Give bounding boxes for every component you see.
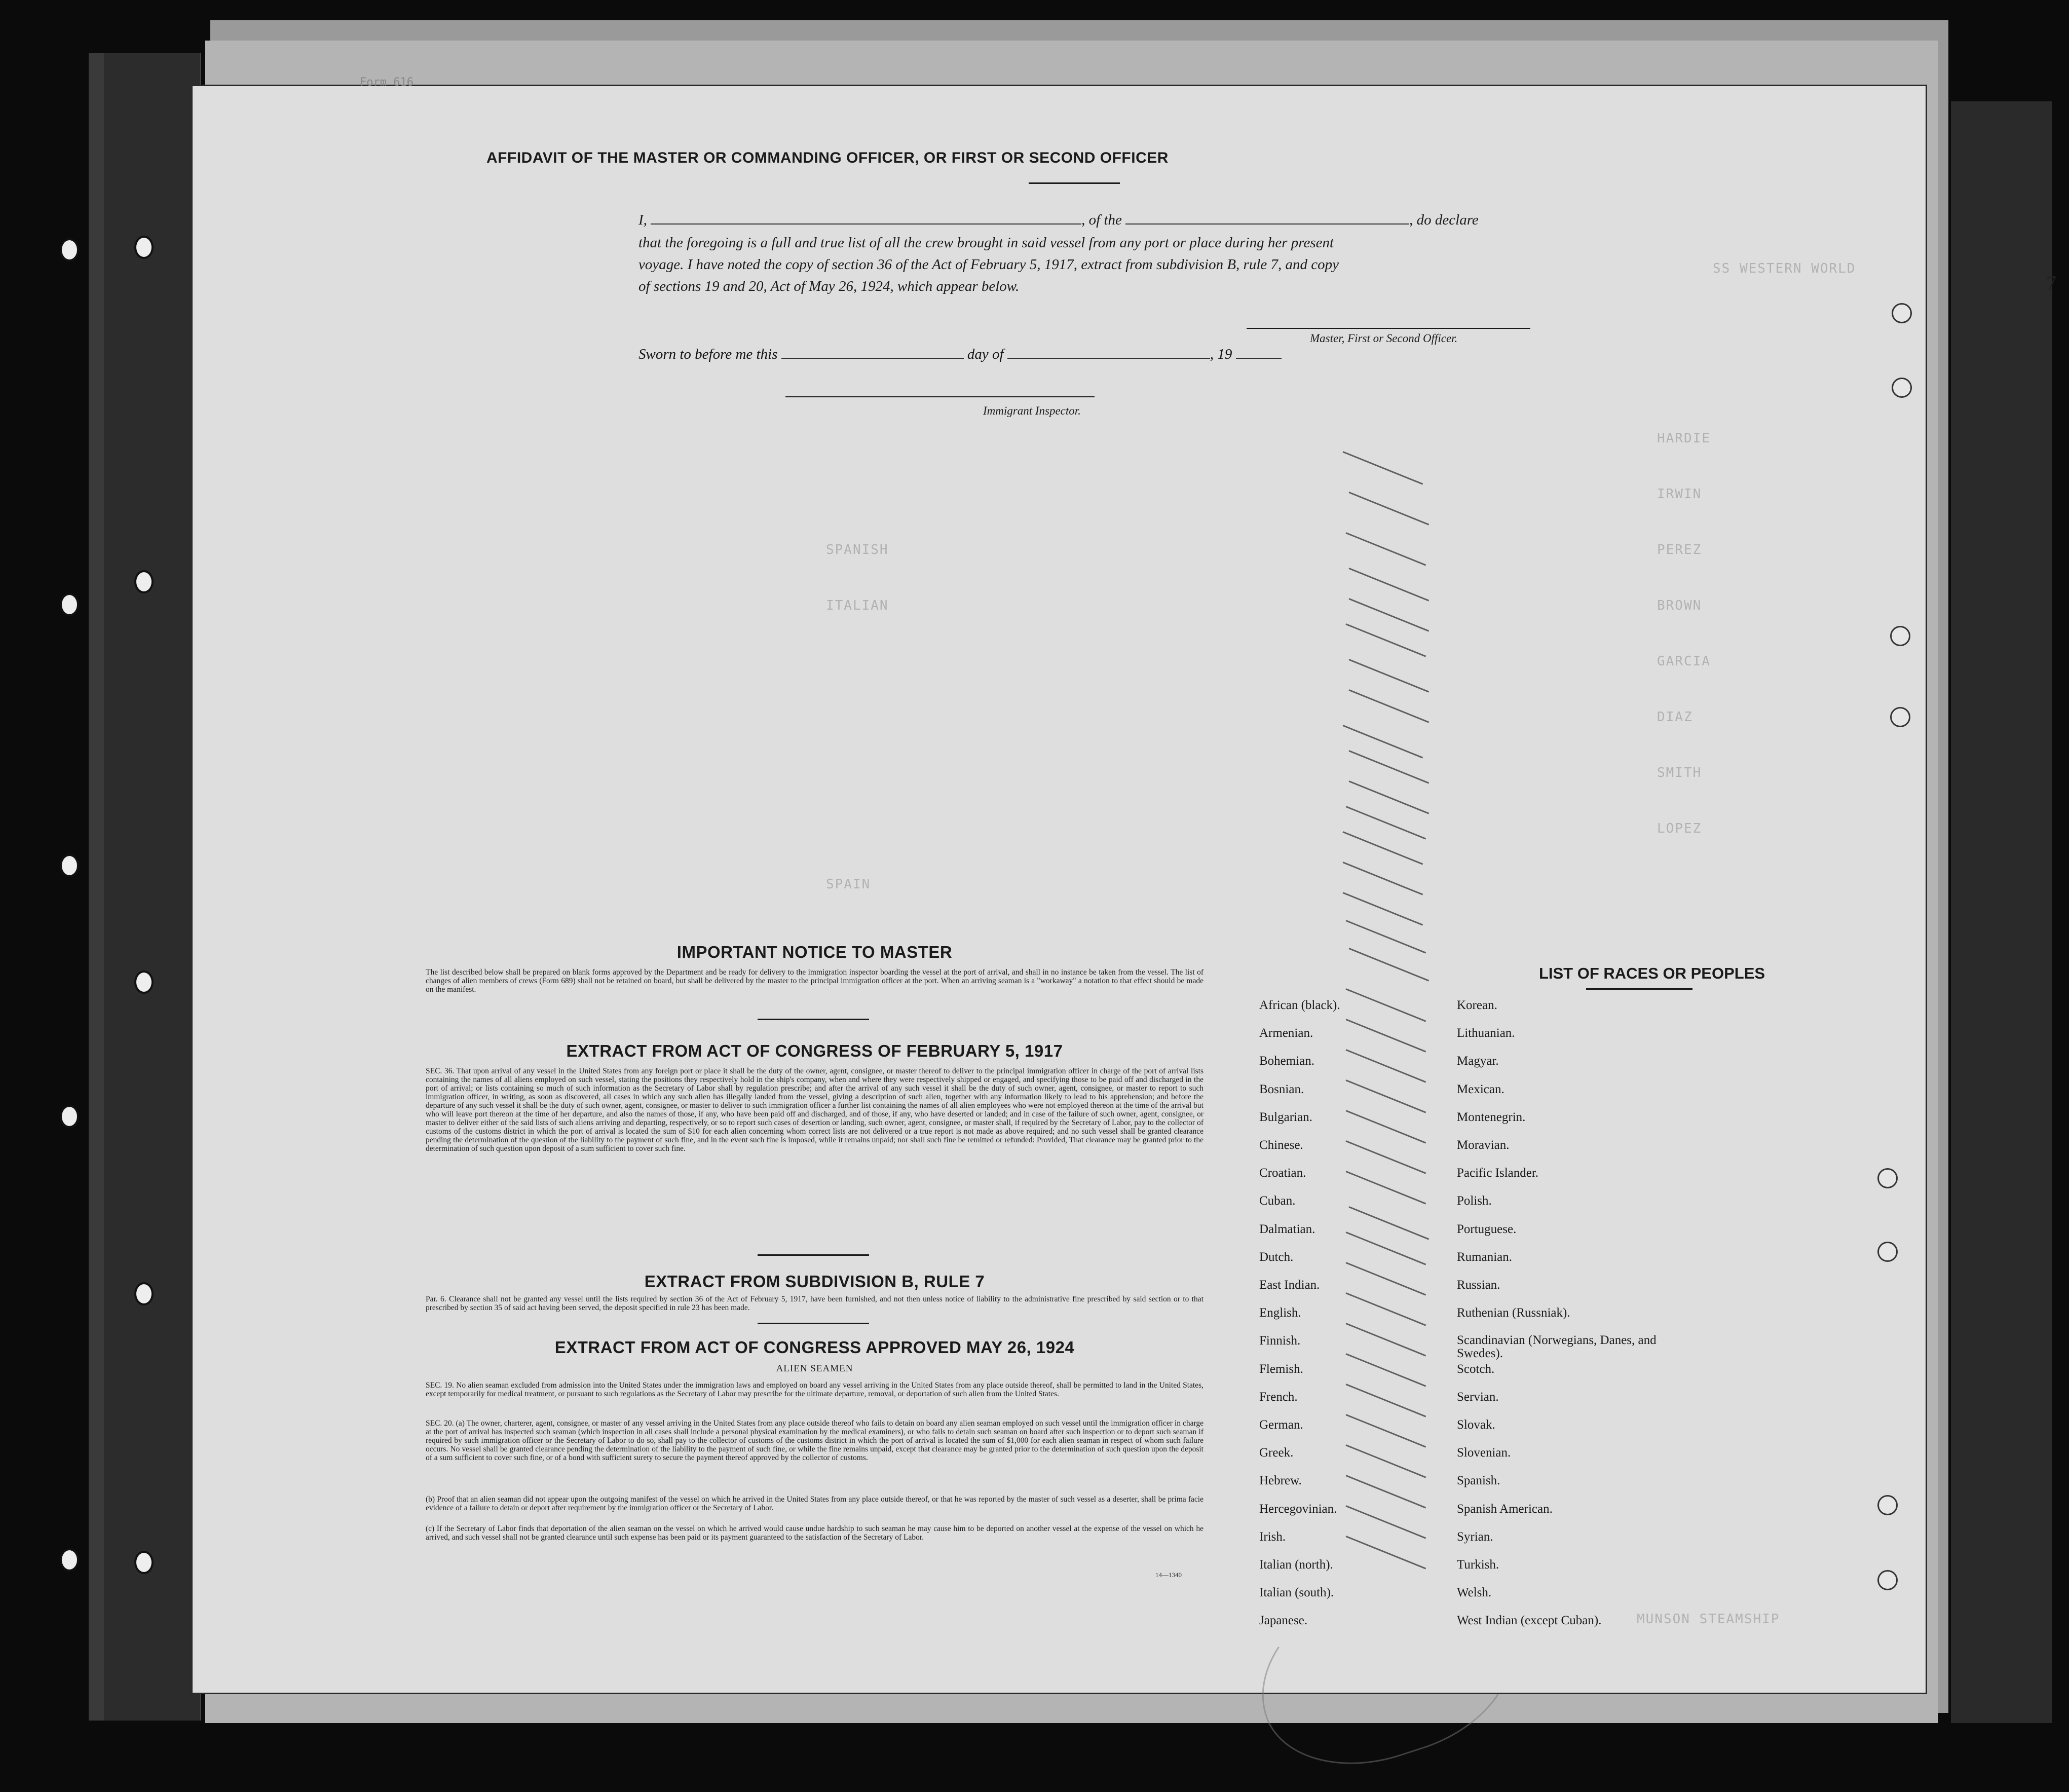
binder-spine bbox=[104, 53, 201, 1721]
pencil-scribble bbox=[1236, 1546, 1534, 1791]
races-title-rule bbox=[1586, 988, 1692, 990]
race-item: African (black). bbox=[1259, 998, 1340, 1012]
tick-mark bbox=[1345, 1231, 1426, 1265]
race-item: Moravian. bbox=[1457, 1138, 1510, 1152]
tick-mark bbox=[1342, 892, 1423, 925]
race-item: Dalmatian. bbox=[1259, 1222, 1315, 1236]
race-item: Russian. bbox=[1457, 1278, 1500, 1292]
tick-mark bbox=[1345, 623, 1426, 657]
binder-hole bbox=[1877, 1570, 1898, 1590]
race-item: Syrian. bbox=[1457, 1529, 1493, 1544]
binder-hole bbox=[60, 593, 79, 616]
binder-hole bbox=[60, 1548, 79, 1572]
tick-mark bbox=[1348, 780, 1429, 814]
sworn-line: Sworn to before me this day of , 19 bbox=[638, 346, 1282, 363]
master-signature-line[interactable] bbox=[1247, 328, 1530, 329]
tick-mark bbox=[1345, 1414, 1426, 1447]
race-item: Hebrew. bbox=[1259, 1474, 1302, 1488]
divider bbox=[758, 1323, 869, 1324]
tick-mark bbox=[1345, 1019, 1426, 1052]
tick-mark bbox=[1345, 988, 1426, 1022]
tick-mark bbox=[1345, 806, 1426, 839]
race-item: Welsh. bbox=[1457, 1586, 1492, 1600]
race-item: Servian. bbox=[1457, 1390, 1499, 1404]
tick-mark bbox=[1345, 1353, 1426, 1387]
race-item: Italian (north). bbox=[1259, 1558, 1333, 1572]
affidavit-title: AFFIDAVIT OF THE MASTER OR COMMANDING OFFICER, OR FIRST OR SECOND OFFICER bbox=[486, 150, 1169, 166]
bleed-through-text: SPAIN bbox=[826, 877, 871, 892]
tick-mark bbox=[1342, 451, 1423, 484]
binder-hole bbox=[134, 570, 154, 593]
binder-hole bbox=[1890, 626, 1910, 646]
affidavit-sheet bbox=[193, 76, 2056, 1693]
divider bbox=[758, 1019, 869, 1020]
bleed-through-text: IRWIN bbox=[1657, 487, 1702, 502]
binder-hole bbox=[1890, 707, 1910, 727]
affidavit-line-1: I, , of the , do declare bbox=[638, 212, 1479, 228]
tick-mark bbox=[1345, 1262, 1426, 1295]
tick-mark bbox=[1345, 1292, 1426, 1326]
race-item: Cuban. bbox=[1259, 1194, 1296, 1208]
tick-mark bbox=[1345, 1171, 1426, 1204]
race-item: Japanese. bbox=[1259, 1614, 1308, 1628]
extract-1924-sec20c: (c) If the Secretary of Labor finds that deportation of the alien seaman on the vessel on which he arrived would cause undue hardship to such seaman he may cause him to be deported on another vessel at the expense of the vessel on which he arrived, and such vessel shall not be granted clearance until such expense has been paid or its payment guaranteed to the satisfaction of the Secretary of Labor. bbox=[426, 1524, 1203, 1542]
form-print-number: 14—1340 bbox=[1155, 1571, 1182, 1579]
bleed-through-text: SMITH bbox=[1657, 765, 1702, 780]
race-item: Ruthenian (Russniak). bbox=[1457, 1306, 1570, 1320]
extract-1917-title: EXTRACT FROM ACT OF CONGRESS OF FEBRUARY 5, 1917 bbox=[566, 1041, 1063, 1060]
tick-mark bbox=[1348, 948, 1429, 981]
race-item: German. bbox=[1259, 1418, 1303, 1432]
race-item: Bosnian. bbox=[1259, 1082, 1304, 1096]
tick-mark bbox=[1345, 532, 1426, 566]
binder-hole bbox=[1877, 1495, 1898, 1515]
race-item: Irish. bbox=[1259, 1529, 1286, 1544]
tick-mark bbox=[1345, 1536, 1426, 1569]
extract-1917-body: SEC. 36. That upon arrival of any vessel in the United States from any foreign port or place it shall be the duty of the owner, agent, consignee, or master thereof to deliver to the principal immigration officer in charge of the port of arrival lists containing the names of all aliens employed on such vessel, stating the positions they respectively hold in the ship's company, when and where they were respectively shipped or engaged, and specifying those to be paid off and discharged in the port of arrival; or lists containing so much of such information as the Secretary of Labor shall by regulation prescribe; and after the arrival of any such vessel it shall be the duty of such owner, agent, consignee, or master to report to such immigration officer, in writing, as soon as discovered, all cases in which any such alien has illegally landed from the vessel, giving a description of such alien, together with any information likely to lead to his apprehension; and before the departure of any such vessel it shall be the duty of such owner, agent, consignee, or master to deliver to such immigration officer a further list containing the names of all alien employees who were not employed thereon at the time of the arrival but who will leave port thereon at the time of her departure, and also the names of those, if any, who have been paid off and discharged, and of those, if any, who have deserted or landed; and in case of the failure of such owner, agent, consignee, or master to deliver either of the said lists of such aliens arriving and departing, respectively, or so to report such cases of desertion or landing, such owner, agent, consignee, or master shall, if required by the Secretary of Labor, pay to the collector of customs of the customs district in which the port of arrival is located the sum of $10 for each alien concerning whom correct lists are not delivered or a true report is not made as above required; and no such vessel shall be granted clearance pending the determination of the question of the liability to the payment of such fine, and in the event such fine is imposed, while it remains unpaid; nor shall such fine be remitted or refunded: Provided, That clearance may be granted prior to the determination of such question upon deposit of a sum sufficient to cover such fine. bbox=[426, 1067, 1203, 1153]
binder-hole bbox=[134, 1282, 154, 1305]
extract-rule7-title: EXTRACT FROM SUBDIVISION B, RULE 7 bbox=[644, 1272, 985, 1291]
race-item: Chinese. bbox=[1259, 1138, 1303, 1152]
bleed-through-text: DIAZ bbox=[1657, 710, 1693, 725]
race-item: Slovak. bbox=[1457, 1418, 1495, 1432]
form-number-label: Form 616 bbox=[360, 76, 413, 89]
extract-1924-sec20b: (b) Proof that an alien seaman did not appear upon the outgoing manifest of the vessel on which he arrived in the United States from any place outside thereof, or that he was reported by the master of such vessel as a deserter, shall be prima facie evidence of a failure to detain or deport after requirement by the immigration officer or the Secretary of Labor. bbox=[426, 1495, 1203, 1512]
tick-mark bbox=[1348, 492, 1429, 525]
tick-mark bbox=[1348, 598, 1429, 631]
binder-hole bbox=[134, 236, 154, 259]
race-item: Armenian. bbox=[1259, 1026, 1313, 1040]
race-item: Croatian. bbox=[1259, 1166, 1306, 1180]
race-item: Scotch. bbox=[1457, 1362, 1495, 1376]
binder-hole bbox=[1877, 1242, 1898, 1262]
extract-1924-sec19: SEC. 19. No alien seaman excluded from admission into the United States under the immigration laws and employed on board any vessel arriving in the United States from any place outside thereof, shall be permitted to land in the United States, except temporarily for medical treatment, or pursuant to such regulations as the Secretary of Labor may prescribe for the ultimate departure, removal, or deportation of such alien from the United States. bbox=[426, 1381, 1203, 1398]
affidavit-line-2: that the foregoing is a full and true list of all the crew brought in said vessel from any port or place during her present bbox=[638, 235, 1334, 251]
race-item: Magyar. bbox=[1457, 1054, 1499, 1068]
tick-mark bbox=[1345, 1323, 1426, 1356]
race-item: Korean. bbox=[1457, 998, 1497, 1012]
tick-mark bbox=[1345, 1049, 1426, 1082]
race-item: Pacific Islander. bbox=[1457, 1166, 1539, 1180]
tick-mark bbox=[1345, 1444, 1426, 1478]
race-item: Spanish. bbox=[1457, 1474, 1500, 1488]
race-item: Scandinavian (Norwegians, Danes, and Swedes). bbox=[1457, 1333, 1657, 1361]
tick-mark bbox=[1345, 1079, 1426, 1113]
race-item: Finnish. bbox=[1259, 1334, 1301, 1348]
notice-body: The list described below shall be prepared on blank forms approved by the Department and be ready for delivery to the immigration inspector boarding the vessel at the port of arrival, and shall in no instance be taken from the vessel. The list of changes of alien members of crews (Form 689) shall not be retained on board, but shall be delivered by the master to the principal immigration officer at the port. When an arriving seaman is a "workaway" a notation to that effect should be made on the manifest. bbox=[426, 968, 1203, 994]
bleed-through-text: HARDIE bbox=[1657, 431, 1711, 446]
tick-mark bbox=[1345, 1505, 1426, 1539]
race-item: Mexican. bbox=[1457, 1082, 1504, 1096]
bleed-through-text: PEREZ bbox=[1657, 542, 1702, 557]
bleed-through-text: MUNSON STEAMSHIP bbox=[1637, 1612, 1780, 1627]
notice-column bbox=[426, 86, 1203, 1693]
tick-mark bbox=[1345, 1384, 1426, 1417]
divider bbox=[758, 1254, 869, 1256]
race-item: Montenegrin. bbox=[1457, 1110, 1526, 1124]
binder-hole bbox=[134, 1551, 154, 1574]
race-item: French. bbox=[1259, 1390, 1298, 1404]
race-item: East Indian. bbox=[1259, 1278, 1320, 1292]
races-title: LIST OF RACES OR PEOPLES bbox=[1538, 964, 1765, 982]
bleed-through-text: SPANISH bbox=[826, 542, 889, 557]
bleed-through-text: BROWN bbox=[1657, 598, 1702, 613]
race-item: Slovenian. bbox=[1457, 1446, 1511, 1460]
handwritten-mark: 7 bbox=[2046, 272, 2056, 294]
race-item: Portuguese. bbox=[1457, 1222, 1517, 1236]
tick-mark bbox=[1345, 920, 1426, 953]
race-item: Lithuanian. bbox=[1457, 1026, 1515, 1040]
race-item: West Indian (except Cuban). bbox=[1457, 1614, 1602, 1628]
race-item: Dutch. bbox=[1259, 1250, 1294, 1264]
bleed-through-text: ITALIAN bbox=[826, 598, 889, 613]
binder-hole bbox=[1892, 378, 1912, 398]
extract-1924-sec20a: SEC. 20. (a) The owner, charterer, agent, consignee, or master of any vessel arriving in the United States from any place outside thereof who fails to detain on board any alien seaman employed on such vessel until the immigration officer in charge at the port of arrival has inspected such seaman (which inspection in all cases shall include a personal physical examination by the medical examiners), or who fails to detain such seaman on board after such inspection or to deport such seaman if required by such immigration officer or the Secretary of Labor to do so, shall pay to the collector of customs of the customs district in which the port of arrival is located the sum of $1,000 for each alien seaman in respect of whom such failure occurs. No vessel shall be granted clearance pending the determination of the liability to the payment of such fine, or while the fine remains unpaid, except that clearance may be granted prior to the determination of such question upon the deposit of a sum sufficient to cover such fine, or of a bond with sufficient surety to secure the payment thereof approved by the collector of customs. bbox=[426, 1419, 1203, 1462]
race-item: Hercegovinian. bbox=[1259, 1502, 1337, 1516]
tick-mark bbox=[1342, 831, 1423, 865]
race-item: English. bbox=[1259, 1306, 1301, 1320]
alien-seamen-subtitle: ALIEN SEAMEN bbox=[776, 1363, 853, 1374]
notice-title: IMPORTANT NOTICE TO MASTER bbox=[676, 943, 953, 961]
bleed-through-text: LOPEZ bbox=[1657, 821, 1702, 836]
race-item: Rumanian. bbox=[1457, 1250, 1513, 1264]
race-item: Spanish American. bbox=[1457, 1502, 1553, 1516]
binder-hole bbox=[1877, 1168, 1898, 1188]
sworn-year-blank[interactable] bbox=[1236, 358, 1282, 359]
binder-hole bbox=[1892, 303, 1912, 323]
bleed-through-text: SS WESTERN WORLD bbox=[1713, 261, 1856, 276]
tick-mark bbox=[1348, 659, 1429, 692]
master-caption: Master, First or Second Officer. bbox=[1310, 332, 1458, 345]
tick-mark bbox=[1348, 689, 1429, 723]
inspector-caption: Immigrant Inspector. bbox=[983, 404, 1081, 417]
race-item: Italian (south). bbox=[1259, 1586, 1334, 1600]
tick-mark bbox=[1345, 1140, 1426, 1174]
binder-hole bbox=[60, 854, 79, 877]
binder-hole bbox=[134, 970, 154, 994]
binder-hole bbox=[60, 238, 79, 262]
tick-mark bbox=[1348, 1206, 1429, 1240]
tick-mark bbox=[1342, 862, 1423, 895]
tick-mark bbox=[1345, 1110, 1426, 1143]
binder-hole bbox=[60, 1105, 79, 1128]
race-item: Turkish. bbox=[1457, 1558, 1499, 1572]
race-item: Polish. bbox=[1457, 1194, 1492, 1208]
tick-mark bbox=[1348, 568, 1429, 601]
extract-1924-title: EXTRACT FROM ACT OF CONGRESS APPROVED MAY 26, 1924 bbox=[554, 1338, 1075, 1357]
extract-rule7-body: Par. 6. Clearance shall not be granted any vessel until the lists required by section 36 of the Act of February 5, 1917, have been furnished, and not then unless notice of liability to the administrative fine prescribed by said section or to that prescribed by section 35 of said act having been served, the deposit specified in rule 23 has been made. bbox=[426, 1295, 1203, 1312]
race-item: Greek. bbox=[1259, 1446, 1294, 1460]
bleed-through-text: GARCIA bbox=[1657, 654, 1711, 669]
race-item: Flemish. bbox=[1259, 1362, 1303, 1376]
affidavit-line-3: voyage. I have noted the copy of section 36 of the Act of February 5, 1917, extract from subdivision B, rule 7, and copy bbox=[638, 256, 1339, 273]
tick-mark bbox=[1345, 1475, 1426, 1508]
page-shadow bbox=[1951, 101, 2052, 1723]
race-item: Bulgarian. bbox=[1259, 1110, 1312, 1124]
race-item: Bohemian. bbox=[1259, 1054, 1315, 1068]
affidavit-line-4: of sections 19 and 20, Act of May 26, 1924, which appear below. bbox=[638, 278, 1020, 294]
